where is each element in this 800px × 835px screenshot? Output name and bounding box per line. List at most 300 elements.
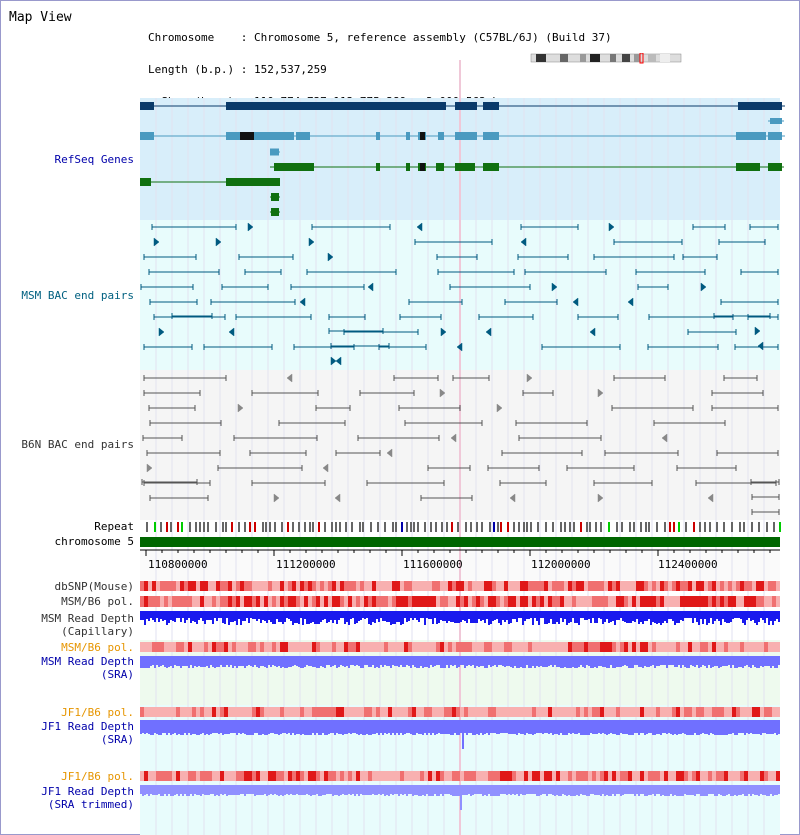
polymorphism-bin	[708, 581, 712, 591]
read-depth-bar	[410, 611, 412, 618]
repeat-track-label[interactable]: Repeat	[94, 520, 134, 533]
read-depth-bar	[672, 720, 674, 735]
polymorphism-bin	[772, 596, 776, 607]
read-depth-bar	[234, 785, 236, 795]
polymorphism-bin	[696, 596, 700, 607]
read-depth-bar	[258, 785, 260, 795]
read-depth-bar	[478, 656, 480, 667]
polymorphism-bin	[340, 642, 344, 652]
polymorphism-bin	[368, 771, 372, 781]
repeat-mark	[446, 522, 448, 532]
polymorphism-bin	[416, 642, 420, 652]
read-depth-bar	[700, 785, 702, 796]
polymorphism-bin	[460, 642, 464, 652]
polymorphism-bin	[184, 596, 188, 607]
read-depth-bar	[172, 656, 174, 668]
read-depth-bar	[580, 785, 582, 794]
gene-exon	[483, 163, 499, 171]
polymorphism-bin	[684, 771, 688, 781]
read-depth-bar	[434, 720, 436, 735]
read-depth-bar	[338, 785, 340, 796]
polymorphism-bin	[312, 581, 316, 591]
polymorphism-bin	[516, 596, 520, 607]
read-depth-bar	[650, 785, 652, 795]
polymorphism-bin	[712, 596, 716, 607]
repeat-mark	[648, 522, 650, 532]
read-depth-bar	[594, 611, 596, 623]
jf1-b6-pol-track-label-1[interactable]: JF1/B6 pol.	[61, 706, 134, 719]
polymorphism-bin	[236, 581, 240, 591]
read-depth-bar	[296, 656, 298, 666]
read-depth-bar	[668, 720, 670, 733]
read-depth-bar	[600, 611, 602, 619]
read-depth-bar	[342, 611, 344, 618]
read-depth-bar	[208, 611, 210, 620]
read-depth-bar	[696, 656, 698, 665]
read-depth-bar	[500, 785, 502, 794]
polymorphism-bin	[188, 642, 192, 652]
read-depth-bar	[392, 656, 394, 665]
polymorphism-bin	[432, 642, 436, 652]
jf1-depth-sra-label[interactable]: JF1 Read Depth	[41, 720, 134, 733]
msm-bac-track-label[interactable]: MSM BAC end pairs	[21, 289, 134, 302]
read-depth-bar	[186, 785, 188, 796]
msm-depth-sra-label[interactable]: MSM Read Depth	[41, 655, 134, 668]
polymorphism-bin	[504, 581, 508, 591]
gene-exon	[226, 102, 290, 110]
dbsnp-track-label[interactable]: dbSNP(Mouse)	[54, 580, 134, 593]
read-depth-bar	[166, 611, 168, 625]
repeat-mark	[743, 522, 745, 532]
polymorphism-bin	[576, 642, 580, 652]
read-depth-bar	[338, 611, 340, 620]
read-depth-bar	[384, 785, 386, 796]
polymorphism-bin	[160, 642, 164, 652]
read-depth-bar	[456, 785, 458, 796]
polymorphism-bin	[652, 581, 656, 591]
read-depth-bar	[718, 656, 720, 668]
read-depth-bar	[764, 611, 766, 623]
read-depth-bar	[426, 720, 428, 735]
read-depth-bar	[754, 611, 756, 623]
read-depth-bar	[410, 785, 412, 794]
read-depth-bar	[218, 785, 220, 796]
polymorphism-bin	[652, 596, 656, 607]
read-depth-bar	[256, 785, 258, 795]
read-depth-bar	[274, 785, 276, 794]
polymorphism-bin	[272, 771, 276, 781]
msm-depth-capillary-label[interactable]: MSM Read Depth	[41, 612, 134, 625]
read-depth-bar	[264, 720, 266, 735]
polymorphism-bin	[488, 771, 492, 781]
polymorphism-bin	[748, 771, 752, 781]
read-depth-bar	[178, 720, 180, 734]
repeat-mark	[476, 522, 478, 532]
read-depth-bar	[266, 785, 268, 796]
read-depth-bar	[328, 720, 330, 734]
read-depth-bar	[186, 720, 188, 735]
polymorphism-bin	[652, 707, 656, 717]
read-depth-bar	[618, 785, 620, 794]
read-depth-bar	[574, 785, 576, 796]
polymorphism-bin	[472, 642, 476, 652]
read-depth-bar	[638, 785, 640, 796]
read-depth-bar	[464, 656, 466, 668]
read-depth-bar	[576, 785, 578, 795]
read-depth-bar	[206, 611, 208, 620]
read-depth-bar	[560, 611, 562, 618]
read-depth-bar	[536, 656, 538, 666]
read-depth-bar	[306, 720, 308, 735]
read-depth-bar	[366, 611, 368, 618]
read-depth-bar	[622, 656, 624, 666]
jf1-depth-trimmed-label[interactable]: JF1 Read Depth	[41, 785, 134, 798]
polymorphism-bin	[420, 707, 424, 717]
read-depth-bar	[530, 720, 532, 734]
read-depth-bar	[150, 785, 152, 794]
read-depth-bar	[684, 611, 686, 618]
polymorphism-bin	[140, 581, 144, 591]
read-depth-bar	[176, 785, 178, 794]
polymorphism-bin	[276, 771, 280, 781]
read-depth-bar	[766, 611, 768, 618]
read-depth-bar	[166, 720, 168, 735]
polymorphism-bin	[432, 771, 436, 781]
read-depth-bar	[290, 720, 292, 735]
polymorphism-bin	[400, 596, 404, 607]
polymorphism-bin	[332, 596, 336, 607]
read-depth-bar	[614, 611, 616, 625]
read-depth-bar	[742, 611, 744, 623]
read-depth-bar	[310, 785, 312, 796]
polymorphism-bin	[568, 581, 572, 591]
read-depth-bar	[270, 656, 272, 667]
read-depth-bar	[392, 720, 394, 733]
read-depth-bar	[650, 656, 652, 666]
polymorphism-bin	[204, 642, 208, 652]
read-depth-bar	[376, 611, 378, 619]
read-depth-bar	[654, 720, 656, 735]
polymorphism-bin	[160, 707, 164, 717]
read-depth-bar	[326, 656, 328, 665]
polymorphism-bin	[256, 642, 260, 652]
read-depth-bar	[226, 785, 228, 796]
polymorphism-bin	[412, 707, 416, 717]
read-depth-bar	[578, 720, 580, 733]
b6n-bac-track-label[interactable]: B6N BAC end pairs	[21, 438, 134, 451]
read-depth-bar	[698, 656, 700, 668]
read-depth-bar	[510, 720, 512, 734]
read-depth-bar	[750, 611, 752, 621]
read-depth-bar	[142, 720, 144, 733]
polymorphism-bin	[340, 771, 344, 781]
read-depth-bar	[354, 611, 356, 624]
polymorphism-bin	[168, 771, 172, 781]
polymorphism-bin	[744, 771, 748, 781]
read-depth-bar	[774, 720, 776, 733]
polymorphism-bin	[752, 771, 756, 781]
polymorphism-bin	[504, 596, 508, 607]
polymorphism-bin	[320, 596, 324, 607]
polymorphism-bin	[716, 771, 720, 781]
read-depth-bar	[572, 656, 574, 667]
read-depth-bar	[670, 720, 672, 734]
jf1-b6-pol-track-label-2[interactable]: JF1/B6 pol.	[61, 770, 134, 783]
polymorphism-bin	[484, 707, 488, 717]
polymorphism-bin	[244, 596, 248, 607]
gene-exon	[768, 163, 782, 171]
read-depth-bar	[254, 785, 256, 796]
read-depth-bar	[158, 785, 160, 794]
read-depth-bar	[552, 720, 554, 735]
polymorphism-bin	[640, 642, 644, 652]
polymorphism-bin	[544, 642, 548, 652]
read-depth-bar	[702, 611, 704, 624]
read-depth-bar	[688, 720, 690, 735]
read-depth-bar	[578, 656, 580, 667]
read-depth-bar	[242, 785, 244, 794]
polymorphism-bin	[408, 596, 412, 607]
polymorphism-bin	[468, 642, 472, 652]
repeat-mark	[406, 522, 408, 532]
read-depth-bar	[718, 720, 720, 735]
polymorphism-bin	[608, 596, 612, 607]
refseq-track-label[interactable]: RefSeq Genes	[54, 153, 134, 166]
polymorphism-bin	[592, 642, 596, 652]
polymorphism-bin	[500, 596, 504, 607]
read-depth-bar	[350, 611, 352, 619]
read-depth-bar	[308, 611, 310, 624]
read-depth-bar	[362, 656, 364, 668]
read-depth-bar	[196, 656, 198, 667]
polymorphism-bin	[220, 596, 224, 607]
read-depth-bar	[218, 656, 220, 667]
polymorphism-bin	[512, 707, 516, 717]
read-depth-bar	[562, 720, 564, 735]
read-depth-bar	[734, 611, 736, 618]
read-depth-bar	[704, 656, 706, 666]
read-depth-bar	[542, 656, 544, 667]
repeat-mark	[526, 522, 528, 532]
read-depth-bar	[628, 720, 630, 735]
polymorphism-bin	[484, 581, 488, 591]
polymorphism-bin	[240, 707, 244, 717]
read-depth-bar	[300, 611, 302, 618]
polymorphism-bin	[280, 771, 284, 781]
polymorphism-bin	[224, 707, 228, 717]
repeat-mark	[181, 522, 183, 532]
read-depth-bar	[448, 785, 450, 794]
read-depth-bar	[660, 656, 662, 665]
polymorphism-bin	[148, 642, 152, 652]
read-depth-bar	[726, 785, 728, 795]
read-depth-bar	[412, 720, 414, 735]
read-depth-bar	[240, 656, 242, 666]
read-depth-bar	[314, 785, 316, 795]
read-depth-bar	[410, 720, 412, 734]
repeat-mark	[222, 522, 224, 532]
polymorphism-bin	[552, 707, 556, 717]
polymorphism-bin	[492, 581, 496, 591]
polymorphism-bin	[768, 707, 772, 717]
polymorphism-bin	[236, 596, 240, 607]
read-depth-bar	[212, 611, 214, 624]
read-depth-bar	[764, 785, 766, 795]
read-depth-bar	[682, 656, 684, 665]
read-depth-bar	[614, 720, 616, 734]
read-depth-bar	[680, 656, 682, 668]
read-depth-bar	[566, 656, 568, 668]
polymorphism-bin	[352, 771, 356, 781]
polymorphism-bin	[304, 771, 308, 781]
axis-tick-label: 112400000	[658, 558, 718, 571]
polymorphism-bin	[156, 596, 160, 607]
read-depth-bar	[600, 720, 602, 734]
read-depth-bar	[768, 611, 770, 625]
read-depth-bar	[390, 611, 392, 625]
read-depth-bar	[760, 656, 762, 666]
read-depth-bar	[310, 656, 312, 666]
read-depth-bar	[392, 785, 394, 795]
msm-b6-pol-track-label-1[interactable]: MSM/B6 pol.	[61, 595, 134, 608]
read-depth-bar	[332, 720, 334, 733]
read-depth-bar	[304, 656, 306, 667]
read-depth-bar	[488, 656, 490, 665]
read-depth-bar	[162, 656, 164, 665]
read-depth-bar	[512, 785, 514, 794]
repeat-mark	[203, 522, 205, 532]
polymorphism-bin	[348, 596, 352, 607]
read-depth-bar	[230, 611, 232, 622]
polymorphism-bin	[468, 596, 472, 607]
read-depth-bar	[322, 785, 324, 795]
read-depth-bar	[442, 611, 444, 621]
polymorphism-bin	[708, 771, 712, 781]
read-depth-bar	[362, 785, 364, 795]
read-depth-bar	[358, 656, 360, 666]
read-depth-bar	[322, 656, 324, 667]
read-depth-bar	[304, 611, 306, 619]
polymorphism-bin	[452, 596, 456, 607]
read-depth-bar	[484, 720, 486, 734]
read-depth-bar	[558, 611, 560, 624]
read-depth-bar	[312, 656, 314, 667]
read-depth-bar	[718, 785, 720, 794]
polymorphism-bin	[636, 642, 640, 652]
read-depth-bar	[262, 656, 264, 666]
read-depth-bar	[522, 785, 524, 795]
polymorphism-bin	[264, 596, 268, 607]
polymorphism-bin	[664, 581, 668, 591]
polymorphism-bin	[324, 771, 328, 781]
polymorphism-bin	[620, 596, 624, 607]
read-depth-bar	[574, 611, 576, 623]
polymorphism-bin	[492, 596, 496, 607]
read-depth-bar	[440, 785, 442, 794]
read-depth-bar	[658, 611, 660, 623]
polymorphism-bin	[364, 596, 368, 607]
read-depth-bar	[432, 611, 434, 624]
polymorphism-bin	[516, 642, 520, 652]
repeat-mark	[669, 522, 671, 532]
read-depth-bar	[422, 611, 424, 618]
read-depth-bar	[350, 720, 352, 734]
polymorphism-bin	[476, 771, 480, 781]
polymorphism-bin	[140, 642, 144, 652]
read-depth-bar	[226, 611, 228, 618]
read-depth-bar	[632, 611, 634, 621]
read-depth-bar	[164, 656, 166, 667]
read-depth-bar	[374, 785, 376, 795]
read-depth-bar	[338, 656, 340, 667]
read-depth-bar	[224, 785, 226, 794]
read-depth-bar	[308, 785, 310, 795]
repeat-mark	[345, 522, 347, 532]
polymorphism-bin	[168, 596, 172, 607]
read-depth-bar	[752, 785, 754, 794]
polymorphism-bin	[536, 596, 540, 607]
read-depth-bar	[380, 785, 382, 795]
read-depth-bar	[522, 656, 524, 668]
read-depth-bar	[632, 785, 634, 794]
polymorphism-bin	[652, 771, 656, 781]
polymorphism-bin	[596, 581, 600, 591]
polymorphism-bin	[740, 707, 744, 717]
read-depth-bar	[624, 785, 626, 794]
read-depth-bar	[624, 611, 626, 622]
read-depth-bar	[776, 785, 778, 795]
gene-exon	[271, 193, 279, 201]
polymorphism-bin	[752, 707, 756, 717]
read-depth-bar	[394, 720, 396, 735]
polymorphism-bin	[392, 596, 396, 607]
read-depth-bar	[754, 785, 756, 795]
read-depth-bar	[702, 656, 704, 665]
read-depth-bar	[162, 720, 164, 733]
read-depth-bar	[376, 656, 378, 667]
polymorphism-bin	[192, 707, 196, 717]
repeat-mark	[362, 522, 364, 532]
polymorphism-bin	[484, 771, 488, 781]
read-depth-bar	[630, 720, 632, 735]
read-depth-bar	[468, 611, 470, 619]
read-depth-bar	[274, 611, 276, 624]
read-depth-bar	[378, 656, 380, 668]
polymorphism-bin	[556, 707, 560, 717]
read-depth-bar	[394, 656, 396, 666]
read-depth-bar	[464, 720, 466, 733]
repeat-mark	[589, 522, 591, 532]
polymorphism-bin	[560, 707, 564, 717]
read-depth-bar	[520, 611, 522, 618]
read-depth-bar	[316, 656, 318, 668]
repeat-mark	[359, 522, 361, 532]
polymorphism-bin	[552, 771, 556, 781]
read-depth-bar	[768, 656, 770, 666]
read-depth-bar	[258, 611, 260, 619]
read-depth-bar	[740, 611, 742, 619]
polymorphism-bin	[160, 581, 164, 591]
read-depth-bar	[728, 720, 730, 734]
read-depth-bar	[582, 611, 584, 618]
polymorphism-bin	[608, 707, 612, 717]
read-depth-bar	[162, 611, 164, 621]
read-depth-bar	[602, 720, 604, 733]
read-depth-bar	[324, 656, 326, 668]
read-depth-bar	[730, 656, 732, 668]
polymorphism-bin	[776, 642, 780, 652]
msm-b6-pol-track-label-2[interactable]: MSM/B6 pol.	[61, 641, 134, 654]
